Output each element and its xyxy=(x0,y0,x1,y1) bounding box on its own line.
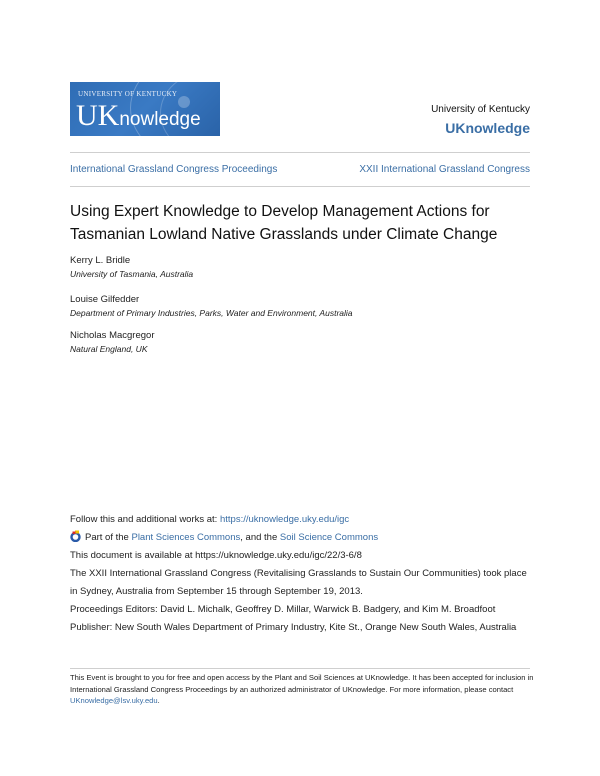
editors-line: Proceedings Editors: David L. Michalk, Geoffrey D. Millar, Warwick B. Badgery, and Kim M. Broadfoot xyxy=(70,604,496,615)
author-affiliation: Department of Primary Industries, Parks, Water and Environment, Australia xyxy=(70,308,353,318)
congress-info: The XXII International Grassland Congress (Revitalising Grasslands to Sustain Our Communities) took place in Sydney, Australia from September 15 through September 19, 2013. xyxy=(70,568,527,597)
paper-title: Using Expert Knowledge to Develop Management Actions for Tasmanian Lowland Native Grasslands under Climate Change xyxy=(70,203,498,243)
logo-brand-text: UKnowledge xyxy=(76,99,201,132)
breadcrumb xyxy=(70,164,530,175)
author-block xyxy=(70,330,154,354)
author-name: Kerry L. Bridle xyxy=(70,255,131,266)
repository-name[interactable]: UKnowledge xyxy=(445,120,530,136)
author-affiliation: University of Tasmania, Australia xyxy=(70,269,194,279)
soil-science-commons-link[interactable]: Soil Science Commons xyxy=(279,532,379,543)
uknowledge-logo[interactable] xyxy=(70,82,220,136)
author-name: Nicholas Macgregor xyxy=(70,330,155,341)
divider xyxy=(70,186,530,187)
author-block xyxy=(70,255,193,279)
follow-link[interactable]: https://uknowledge.uky.edu/igc xyxy=(219,514,350,525)
publisher-line: Publisher: New South Wales Department of Primary Industry, Kite St., Orange New South Wales, Australia xyxy=(70,622,517,633)
footer-notice: This Event is brought to you for free and open access by the Plant and Soil Sciences at UKnowledge. It has been accepted for inclusion in International Grassland Congress Proceedings by an authorized administrator of UKnowledge. For more information, please contact UKnowledge@lsv.uky.edu. xyxy=(70,673,534,705)
follow-line: Follow this and additional works at: https://uknowledge.uky.edu/igc xyxy=(70,514,350,525)
institution-name: University of Kentucky xyxy=(431,104,530,115)
part-of-line: Part of the Plant Sciences Commons, and the Soil Science Commons xyxy=(70,529,535,547)
plant-sciences-commons-link[interactable]: Plant Sciences Commons xyxy=(131,532,241,543)
logo-university-text: UNIVERSITY OF KENTUCKY xyxy=(78,90,178,98)
breadcrumb-proceedings-link[interactable]: International Grassland Congress Proceedings xyxy=(70,164,278,175)
author-name: Louise Gilfedder xyxy=(70,294,140,305)
availability-line: This document is available at https://uknowledge.uky.edu/igc/22/3-6/8 xyxy=(70,550,362,561)
contact-email-link[interactable]: UKnowledge@lsv.uky.edu xyxy=(70,696,158,705)
header-institution xyxy=(431,104,530,136)
author-block xyxy=(70,294,353,318)
divider xyxy=(70,668,530,669)
author-affiliation: Natural England, UK xyxy=(70,344,148,354)
divider xyxy=(70,152,530,153)
commons-network-icon xyxy=(70,530,82,542)
breadcrumb-congress-link[interactable]: XXII International Grassland Congress xyxy=(359,164,530,175)
details-block xyxy=(70,511,535,637)
